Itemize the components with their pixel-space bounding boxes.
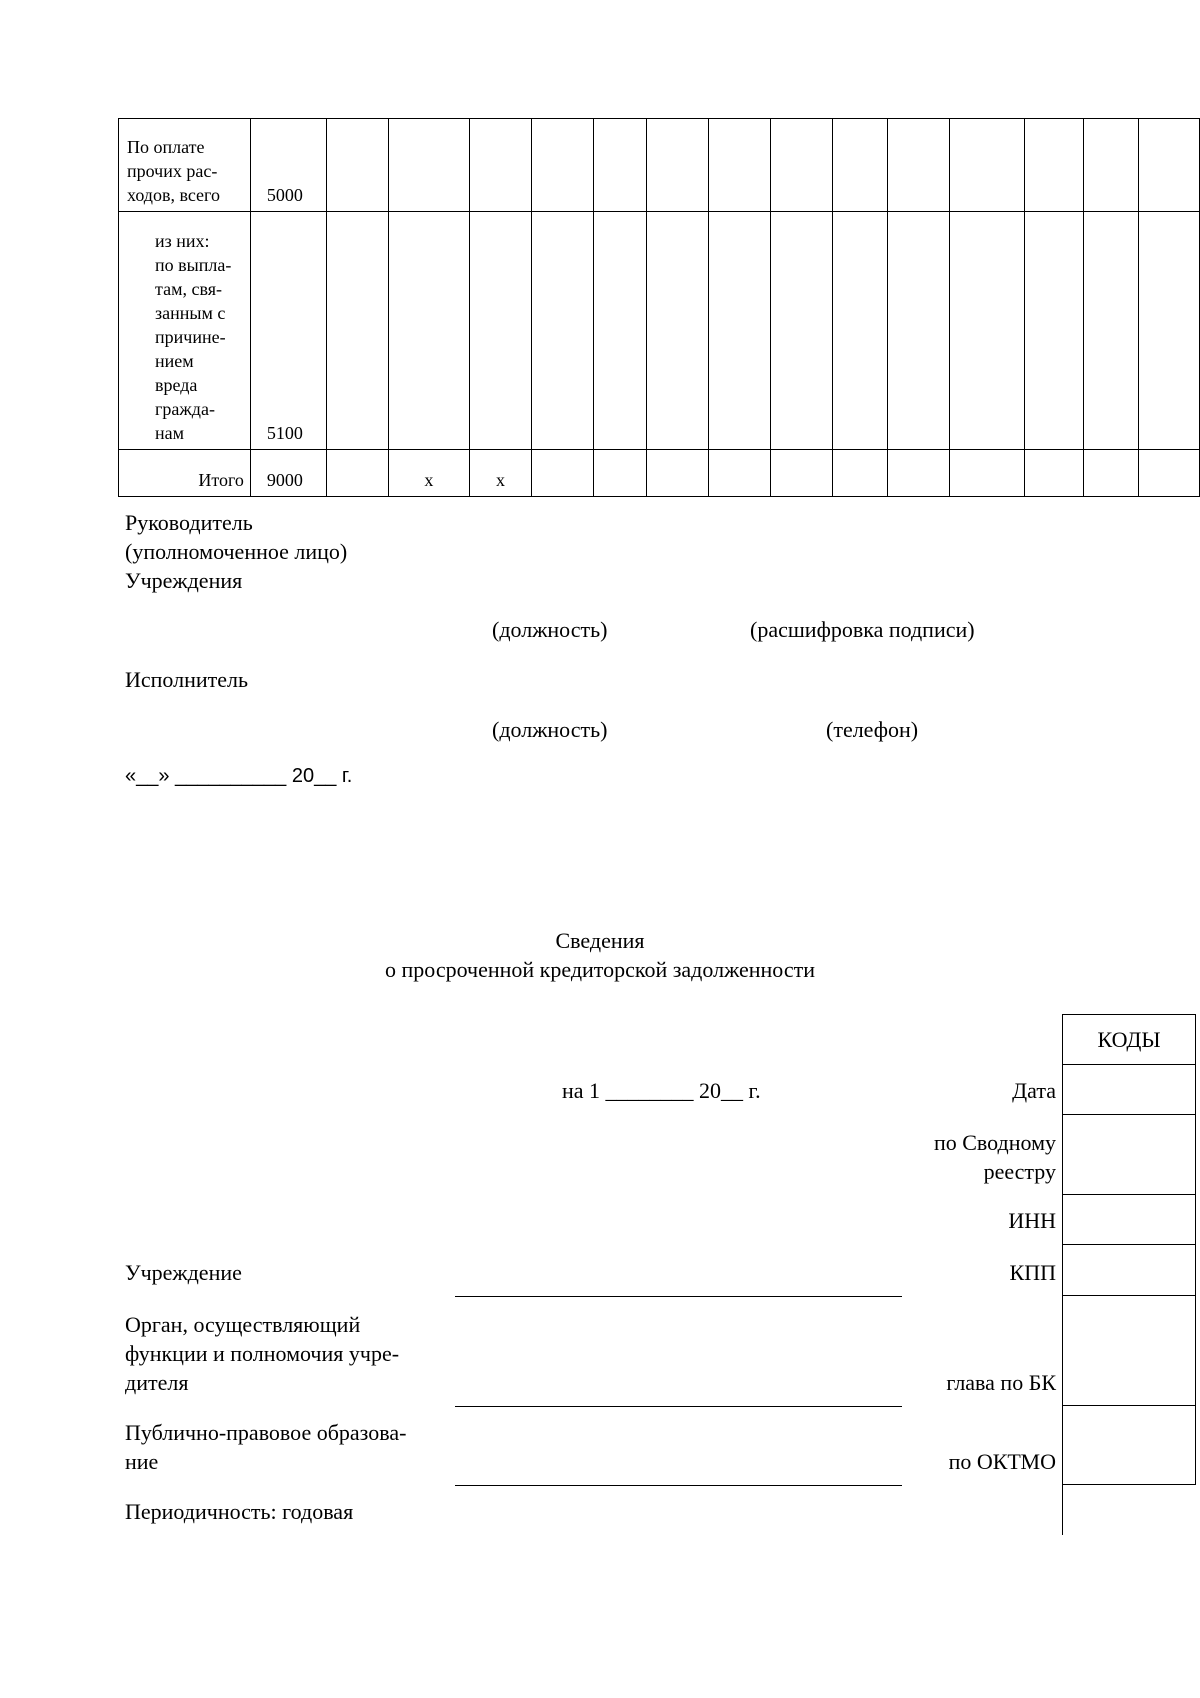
table-cell bbox=[709, 212, 771, 450]
table-cell bbox=[950, 450, 1025, 497]
table-cell bbox=[470, 212, 532, 450]
code-cell-kpp[interactable] bbox=[1063, 1245, 1196, 1296]
table-cell bbox=[531, 450, 593, 497]
table-cell bbox=[888, 119, 950, 212]
founder-label: Орган, осуществляющий функции и полномочия учре- дителя bbox=[125, 1312, 400, 1395]
table-cell bbox=[593, 212, 647, 450]
table-cell bbox=[326, 119, 388, 212]
signature-decoding-caption: (расшифровка подписи) bbox=[750, 617, 975, 642]
report-subtitle: о просроченной кредиторской задолженности bbox=[385, 957, 815, 982]
phone-caption: (телефон) bbox=[826, 717, 919, 742]
code-cell-inn[interactable] bbox=[1063, 1195, 1196, 1245]
table-cell bbox=[326, 450, 388, 497]
table-cell bbox=[470, 119, 532, 212]
date-label: Дата bbox=[1012, 1078, 1056, 1103]
table-cell bbox=[1139, 119, 1200, 212]
table-cell bbox=[1084, 450, 1139, 497]
table-cell bbox=[647, 450, 709, 497]
table-cell bbox=[770, 450, 832, 497]
codes-header: КОДЫ bbox=[1063, 1015, 1196, 1065]
municipality-field-line[interactable] bbox=[455, 1485, 902, 1486]
table-cell bbox=[832, 119, 888, 212]
bk-label: глава по БК bbox=[946, 1370, 1056, 1395]
table-cell bbox=[1084, 119, 1139, 212]
table-cell bbox=[888, 450, 950, 497]
table-cell: x bbox=[470, 450, 532, 497]
table-cell bbox=[531, 212, 593, 450]
table-cell bbox=[388, 119, 470, 212]
table-cell bbox=[709, 450, 771, 497]
table-cell bbox=[1084, 212, 1139, 450]
executor-label: Исполнитель bbox=[125, 667, 249, 692]
code-cell-date[interactable] bbox=[1063, 1065, 1196, 1115]
codes-table bbox=[1062, 1014, 1196, 1535]
table-cell bbox=[1139, 212, 1200, 450]
table-row bbox=[119, 212, 1200, 450]
position-caption: (должность) bbox=[492, 617, 608, 642]
table-cell: x bbox=[388, 450, 470, 497]
table-cell bbox=[1139, 450, 1200, 497]
oktmo-label: по ОКТМО bbox=[948, 1449, 1056, 1474]
table-row bbox=[119, 450, 1200, 497]
table-cell bbox=[593, 119, 647, 212]
table-cell bbox=[888, 212, 950, 450]
inn-label: ИНН bbox=[1008, 1208, 1056, 1233]
table-cell bbox=[647, 212, 709, 450]
institution-label: Учреждение bbox=[125, 1260, 242, 1285]
table-cell bbox=[832, 212, 888, 450]
row-name: из них: по выпла- там, свя- занным с причине- нием вреда гражда- нам bbox=[119, 212, 251, 450]
kpp-label: КПП bbox=[1009, 1260, 1056, 1285]
as-of-date: на 1 ________ 20__ г. bbox=[562, 1078, 761, 1103]
date-line: «__» __________ 20__ г. bbox=[125, 765, 353, 787]
table-cell bbox=[1024, 119, 1084, 212]
table-cell bbox=[832, 450, 888, 497]
report-title: Сведения bbox=[555, 928, 645, 953]
table-cell bbox=[531, 119, 593, 212]
table-cell bbox=[388, 212, 470, 450]
table-cell bbox=[770, 212, 832, 450]
registry-label: по Сводному реестру bbox=[933, 1130, 1056, 1184]
table-cell bbox=[1024, 450, 1084, 497]
table-cell bbox=[950, 119, 1025, 212]
table-cell bbox=[950, 212, 1025, 450]
head-label: Руководитель (уполномоченное лицо) Учреждения bbox=[125, 510, 348, 593]
position-caption: (должность) bbox=[492, 717, 608, 742]
table-cell bbox=[647, 119, 709, 212]
municipality-label: Публично-правовое образова- ние bbox=[125, 1420, 407, 1474]
code-cell-oktmo[interactable] bbox=[1063, 1406, 1196, 1485]
code-cell-periodicity[interactable] bbox=[1063, 1485, 1196, 1535]
table-cell bbox=[709, 119, 771, 212]
row-name: По оплате прочих рас- ходов, всего bbox=[119, 119, 251, 212]
code-cell-bk[interactable] bbox=[1063, 1296, 1196, 1406]
periodicity-label: Периодичность: годовая bbox=[125, 1499, 354, 1524]
table-cell bbox=[593, 450, 647, 497]
row-name: Итого bbox=[119, 450, 251, 497]
table-row bbox=[119, 119, 1200, 212]
code-cell-registry[interactable] bbox=[1063, 1115, 1196, 1195]
table-cell bbox=[326, 212, 388, 450]
expenses-table bbox=[118, 118, 1200, 497]
table-cell bbox=[1024, 212, 1084, 450]
institution-field-line[interactable] bbox=[455, 1296, 902, 1297]
founder-field-line[interactable] bbox=[455, 1406, 902, 1407]
row-code: 5000 bbox=[250, 119, 326, 212]
row-code: 5100 bbox=[250, 212, 326, 450]
table-cell bbox=[770, 119, 832, 212]
row-code: 9000 bbox=[250, 450, 326, 497]
